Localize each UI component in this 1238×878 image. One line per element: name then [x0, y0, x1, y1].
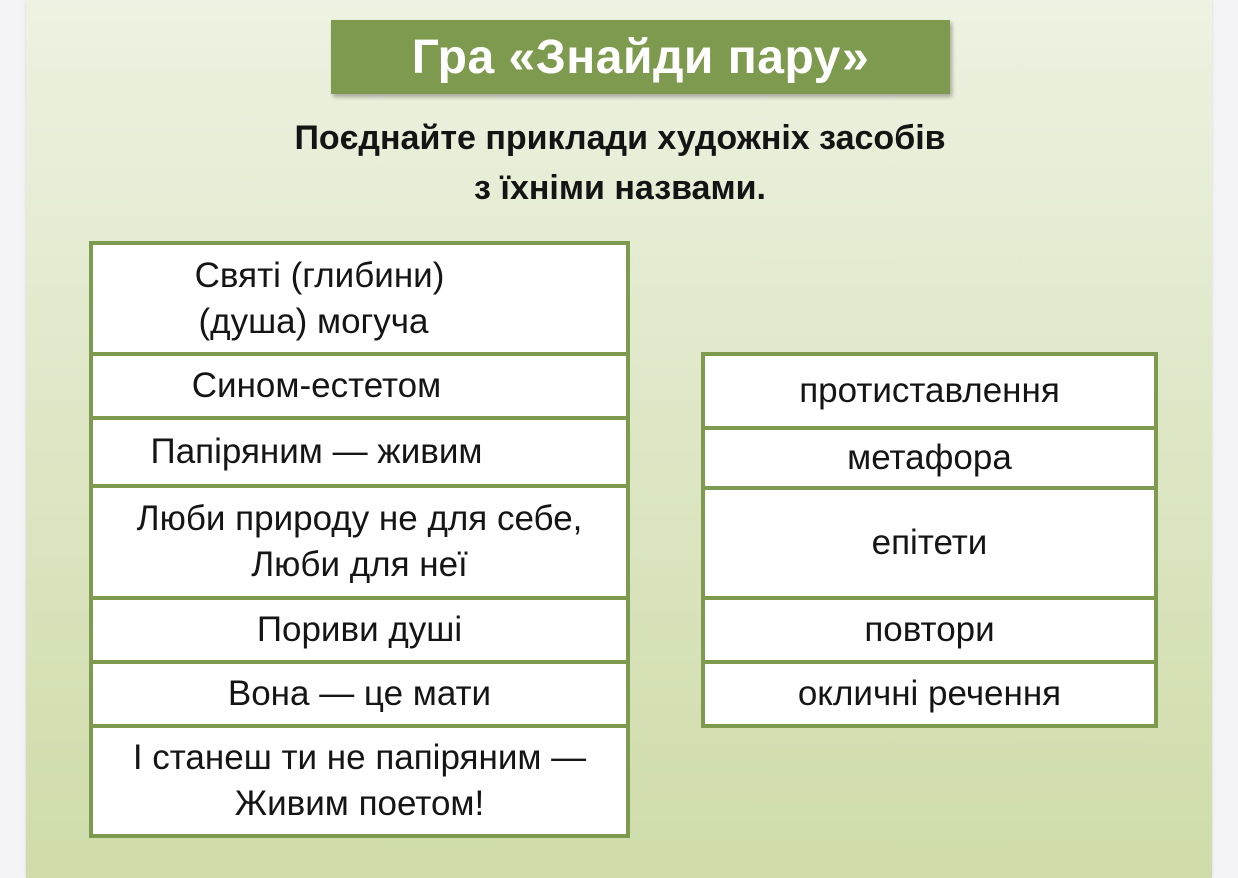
example-card-7[interactable] — [89, 724, 630, 838]
example-1-line-2: (душа) могуча — [198, 301, 429, 341]
instruction-text — [150, 113, 1090, 213]
example-5-text: Пориви душі — [256, 610, 463, 649]
term-2-text: метафора — [847, 438, 1012, 477]
example-1-line-1: Святі (глибини) — [194, 255, 445, 295]
right-page-margin — [1212, 0, 1238, 878]
left-page-margin — [0, 0, 26, 878]
example-card-6[interactable] — [89, 660, 630, 728]
instruction-line-1: Поєднайте приклади художніх засобів — [294, 119, 946, 157]
example-card-1[interactable] — [89, 241, 630, 356]
example-3-text: Папіряним — живим — [150, 432, 483, 471]
instruction-line-2: з їхніми назвами. — [474, 169, 766, 207]
example-6-text: Вона — це мати — [227, 674, 492, 713]
example-card-3[interactable] — [89, 416, 630, 488]
term-3-text: епітети — [871, 523, 988, 562]
term-card-3[interactable] — [701, 486, 1158, 600]
term-4-text: повтори — [864, 610, 995, 649]
title-banner — [331, 20, 950, 94]
example-card-4[interactable] — [89, 484, 630, 600]
example-4-line-2: Люби для неї — [251, 545, 468, 584]
example-2-text: Сином-естетом — [191, 366, 442, 405]
term-card-4[interactable] — [701, 596, 1158, 664]
example-7-line-2: Живим поетом! — [234, 784, 485, 823]
example-card-5[interactable] — [89, 596, 630, 664]
example-4-line-1: Люби природу не для себе, — [136, 499, 583, 538]
example-card-2[interactable] — [89, 352, 630, 420]
page-title: Гра «Знайди пару» — [411, 30, 870, 84]
example-7-line-1: І станеш ти не папіряним — — [132, 738, 587, 777]
term-card-2[interactable] — [701, 426, 1158, 490]
term-1-text: протиставлення — [799, 371, 1060, 410]
term-card-1[interactable] — [701, 352, 1158, 430]
term-card-5[interactable] — [701, 660, 1158, 728]
term-5-text: окличні речення — [797, 674, 1062, 713]
